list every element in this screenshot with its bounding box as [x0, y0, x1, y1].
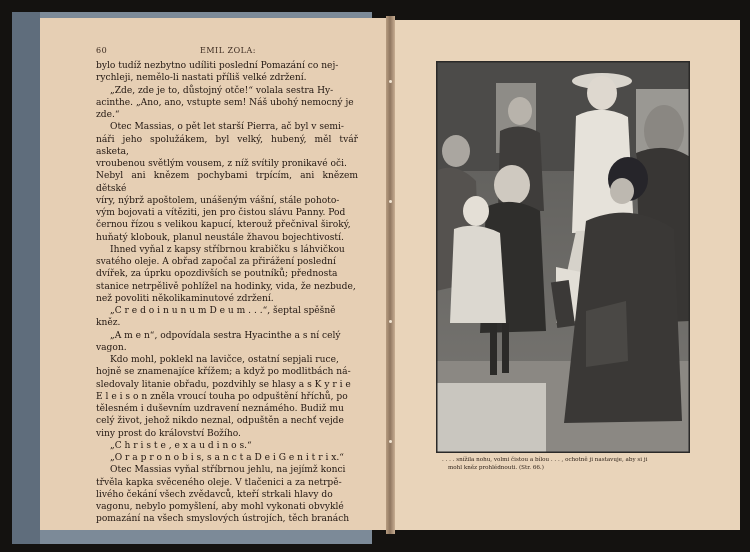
- book-gutter: [386, 16, 395, 534]
- book-spine-edge: [12, 12, 40, 544]
- text-line: Otec Massias, o pět let starší Pierra, ač byl v semi-: [110, 122, 344, 133]
- text-line: „Zde, zde je to, důstojný otče!“ volala sestra Hy-: [110, 85, 334, 96]
- text-line: náři jeho spolužákem, byl velký, hubený, měl tvář asketa,: [96, 134, 358, 157]
- text-line: E l e i s o n zněla vroucí touha po odpuštění hříchů, po: [96, 391, 348, 402]
- text-line: Otec Massias vyňal stříbrnou jehlu, na jejímž konci: [110, 465, 346, 476]
- illustration: [436, 61, 690, 453]
- text-line: vým bojovati a vítěziti, jen pro čistou slávu Panny. Pod: [96, 208, 346, 218]
- binding-stitch: [389, 320, 392, 323]
- text-line: tělesném i duševním uzdravení neznámého. Budiž mu: [96, 404, 344, 414]
- text-line: sledovaly litanie obřadu, pozdvihly se hlasy a s K y r i e: [96, 379, 351, 390]
- text-line: dvířek, za úprku opozdivších se poutníků; přednosta: [96, 269, 338, 280]
- illustration-caption: [442, 457, 687, 472]
- text-line: huňatý klobouk, planul neustále žhavou bojechtivostí.: [96, 232, 344, 243]
- text-line: celý život, jehož nikdo neznal, odpuštěn a nechť vejde: [96, 416, 344, 427]
- text-line: vroubenou světlým vousem, z níž svítily pronikavé oči.: [96, 159, 347, 169]
- text-line: Nebyl ani knězem pochybami trpícím, ani knězem dětské: [96, 171, 358, 194]
- text-line: černou řízou s velikou kapucí, kterouž přečnival široký,: [96, 220, 351, 231]
- binding-stitch: [389, 200, 392, 203]
- text-line: vagon.: [96, 342, 127, 353]
- text-line: pomazání na všech smyslových ústrojích, těch branách: [96, 514, 350, 525]
- text-line: třvěla kapka svěceného oleje. V tlačenici a za netrpě-: [96, 477, 342, 488]
- text-line: Ihned vyňal z kapsy stříbrnou krabičku s láhvičkou: [110, 244, 345, 255]
- text-line: acinthe. „Ano, ano, vstupte sem! Náš ubohý nemocný je: [96, 97, 354, 108]
- text-line: než povoliti několikaminutové zdržení.: [96, 293, 274, 304]
- binding-stitch: [389, 440, 392, 443]
- text-line: Kdo mohl, poklekl na lavičce, ostatní sepjali ruce,: [110, 355, 339, 365]
- text-line: vagonu, nebylo pomyšlení, aby mohl vykonati obvyklé: [96, 502, 344, 512]
- text-line: svatého oleje. A obřad započal za přirážení poslední: [96, 257, 336, 267]
- text-line: viny prost do království Božího.: [96, 428, 241, 439]
- text-line: „O r a p r o n o b i s, s a n c t a D e i G e n i t r i x.“: [110, 453, 344, 463]
- binding-stitch: [389, 80, 392, 83]
- text-line: zde.“: [96, 110, 120, 120]
- illustration-drawing: [436, 61, 690, 453]
- text-line: stanice netrpělivě pohlížel na hodinky, vida, že nezbude,: [96, 281, 356, 292]
- text-line: „C h r i s t e , e x a u d i n o s.“: [110, 440, 252, 451]
- caption-line: mohl kněz prohlédnouti. (Str. 66.): [448, 464, 544, 471]
- text-line: livého čekání všech zvědavců, kteří strkali hlavy do: [96, 489, 333, 500]
- text-line: bylo tudíž nezbytno udíliti poslední Pomazání co nej-: [96, 61, 339, 71]
- text-line: víry, nýbrž apoštolem, unášeným vášní, stále pohoto-: [96, 195, 340, 206]
- text-line: hojně se znamenajíce křížem; a když po modlitbách ná-: [96, 367, 351, 378]
- running-head: EMIL ZOLA:: [200, 46, 256, 55]
- page-number: 60: [96, 46, 108, 55]
- body-text: [96, 60, 358, 526]
- caption-line: . . . . snížila nohu, volmi čistou a bílou . . . , ochotně ji nastavuje, aby si ji: [442, 457, 648, 463]
- text-line: rychleji, nemělo-li nastati příliš velké zdržení.: [96, 73, 307, 84]
- text-line: kněz.: [96, 318, 121, 329]
- text-line: „C r e d o i n u n u m D e u m . . .“, šeptal spěšně: [110, 306, 336, 316]
- text-line: „A m e n“, odpovídala sestra Hyacinthe a s ní celý: [110, 330, 341, 341]
